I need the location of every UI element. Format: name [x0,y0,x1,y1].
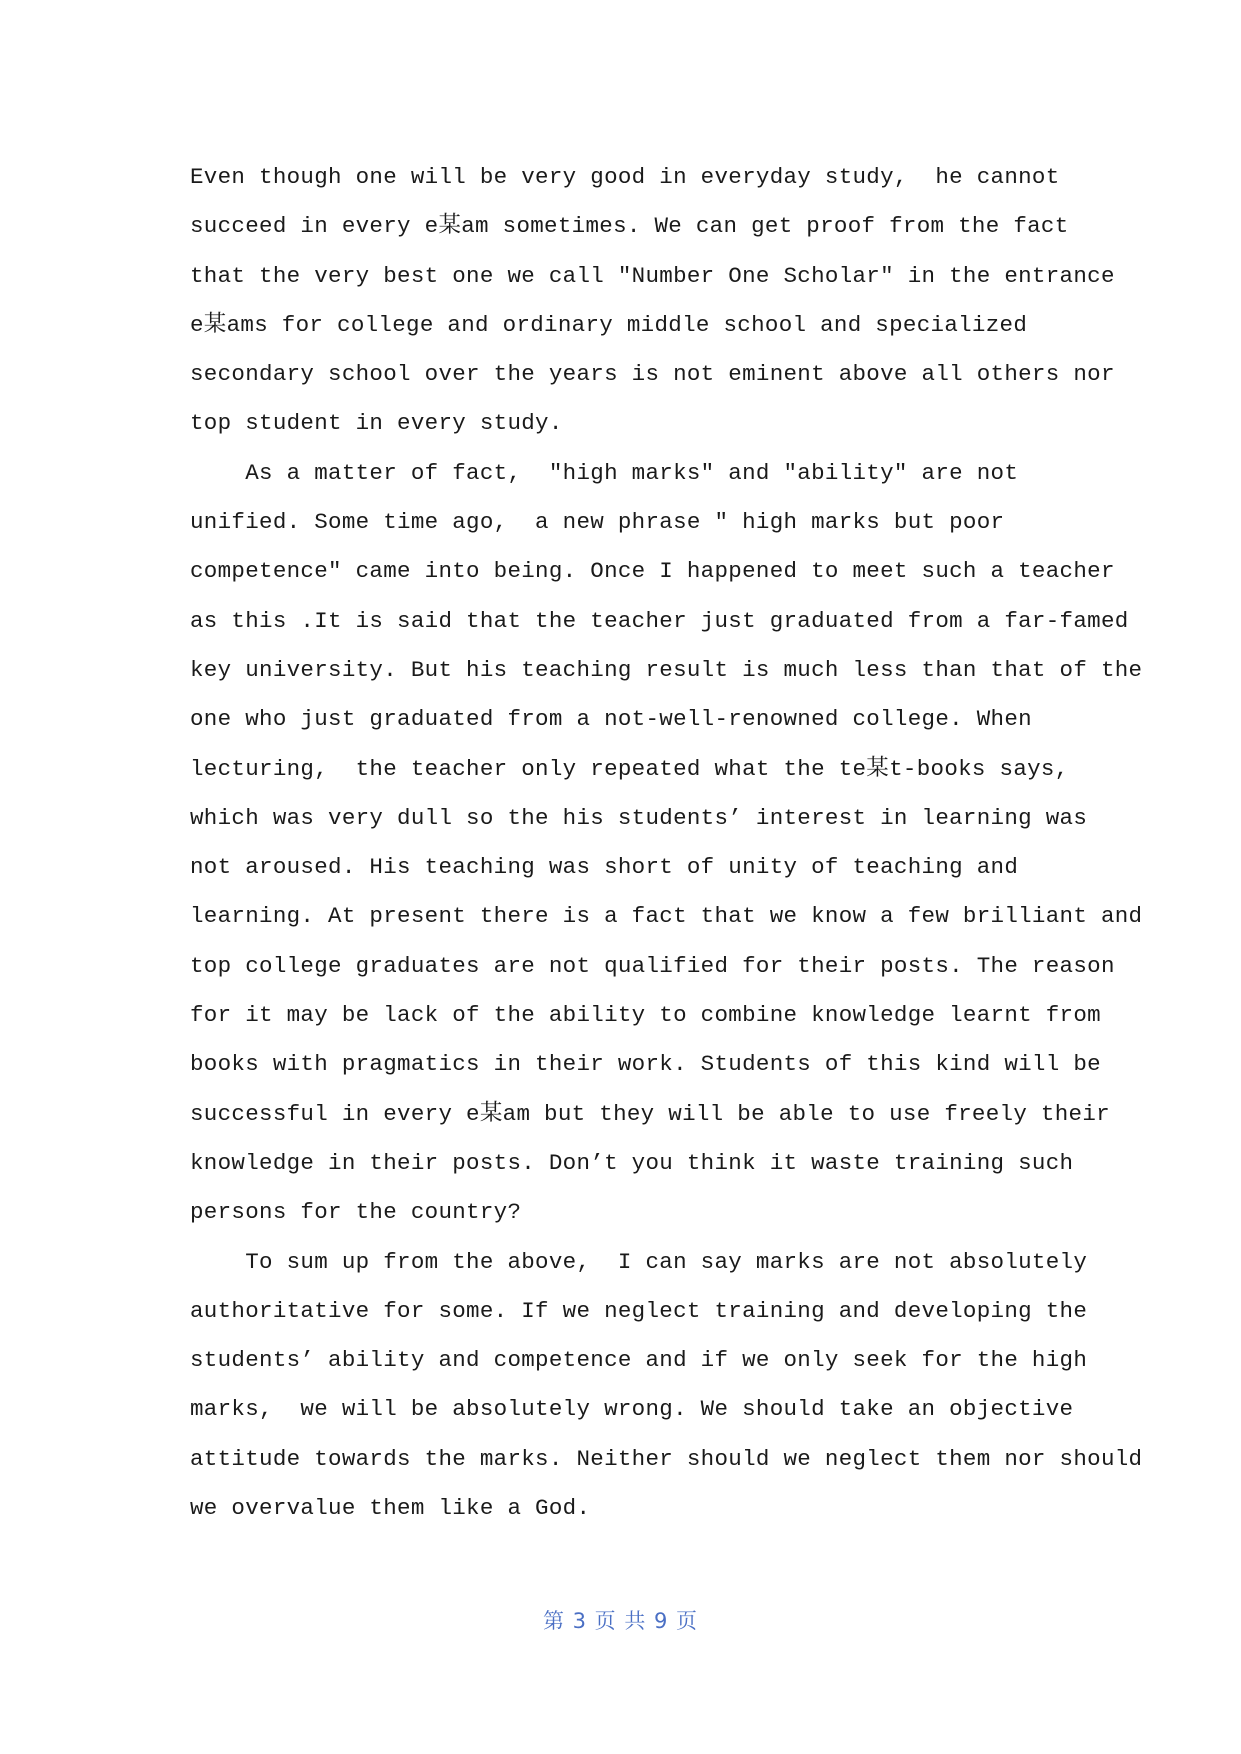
essay-text [190,153,1143,1533]
text-line: that the very best one we call "Number One Scholar" in the entrance [190,262,1115,289]
text-line: successful in every e某am but they will be able to use freely their [190,1100,1110,1127]
text-line: persons for the country? [190,1199,522,1226]
page-number: 第 3 页 共 9 页 [542,1609,699,1633]
text-line: As a matter of fact, "high marks" and "ability" are not [190,459,1019,486]
text-line: students’ ability and competence and if we only seek for the high [190,1347,1088,1374]
text-line: secondary school over the years is not eminent above all others nor [190,361,1115,388]
text-line: books with pragmatics in their work. Students of this kind will be [190,1051,1101,1078]
text-line: for it may be lack of the ability to combine knowledge learnt from [190,1002,1101,1029]
text-line: not aroused. His teaching was short of unity of teaching and [190,854,1019,881]
text-line: competence" came into being. Once I happened to meet such a teacher [190,558,1115,585]
text-line: succeed in every e某am sometimes. We can get proof from the fact [190,213,1069,240]
text-line: learning. At present there is a fact that we know a few brilliant and [190,903,1143,930]
text-line: which was very dull so the his students’ interest in learning was [190,804,1088,831]
text-line: knowledge in their posts. Don’t you think it waste training such [190,1149,1074,1176]
text-line: top student in every study. [190,410,563,437]
text-line: we overvalue them like a God. [190,1495,591,1522]
text-line: attitude towards the marks. Neither should we neglect them nor should [190,1445,1143,1472]
text-line: Even though one will be very good in everyday study, he cannot [190,164,1060,190]
text-line: unified. Some time ago, a new phrase " high marks but poor [190,509,1005,536]
text-line: e某ams for college and ordinary middle school and specialized [190,311,1028,338]
text-line: one who just graduated from a not-well-renowned college. When [190,706,1032,733]
text-line: authoritative for some. If we neglect training and developing the [190,1297,1088,1324]
text-line: To sum up from the above, I can say marks are not absolutely [190,1248,1088,1275]
text-line: lecturing, the teacher only repeated what the te某t-books says, [190,755,1069,782]
text-line: key university. But his teaching result is much less than that of the [190,656,1143,683]
text-line: top college graduates are not qualified for their posts. The reason [190,952,1115,979]
text-line: as this .It is said that the teacher just graduated from a far-famed [190,607,1129,634]
text-line: marks, we will be absolutely wrong. We should take an objective [190,1396,1074,1423]
